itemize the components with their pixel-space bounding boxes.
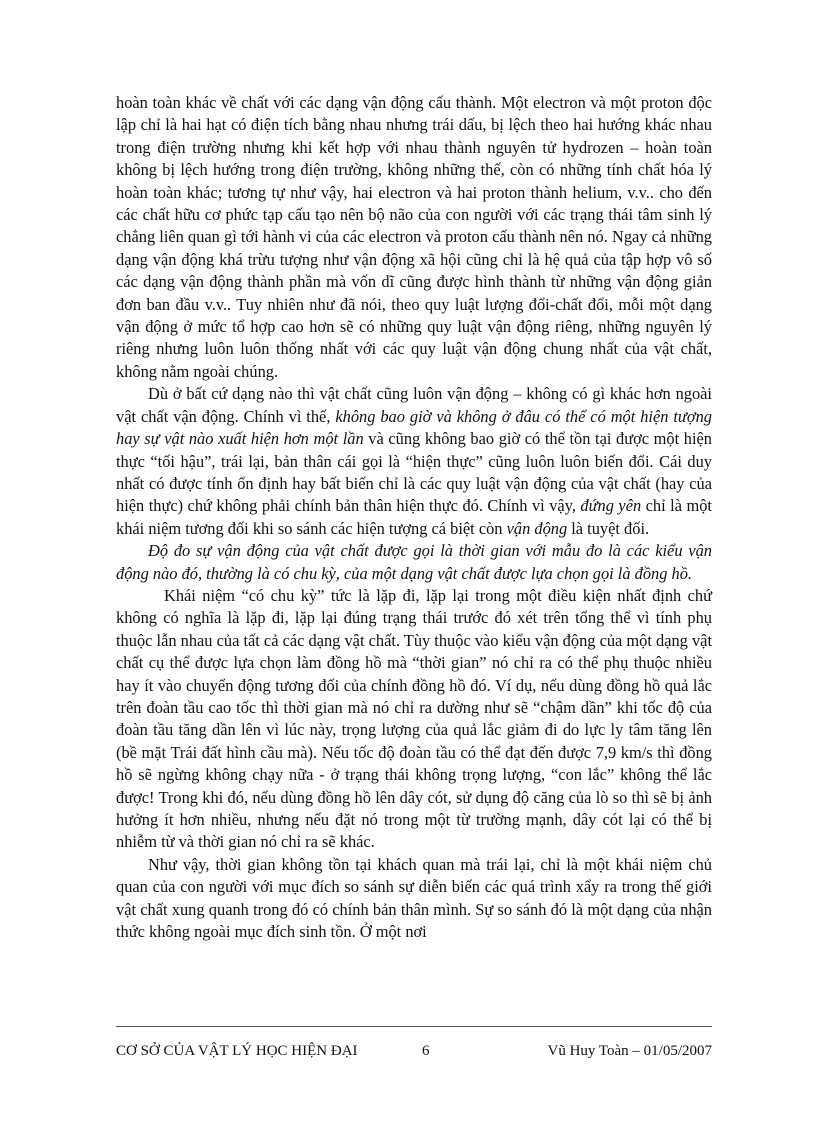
paragraph-3-definition <box>116 540 712 585</box>
footer-divider <box>116 1026 712 1027</box>
body-text <box>116 92 712 943</box>
text-run: là tuyệt đối. <box>567 518 650 538</box>
text-run: hoàn toàn khác về chất với các dạng vận động cấu thành. Một electron và một proton độc lập chỉ là hai hạt có điện tích bằng nhau nhưng trái dấu, bị lệch theo hai hướng khác nhau trong điện trường nhưng khi kết hợp với nhau thành nguyên tử hydrozen – hoàn toàn không bị lệch hướng trong điện trường, không những thế, còn có những tính chất hóa lý hoàn toàn khác; tương tự như vậy, hai electron và hai proton thành helium, v.v.. cho đến các chất hữu cơ phức tạp cấu tạo nên bộ não của con người với các trạng thái tâm sinh lý chẳng liên quan gì tới hành vi của các electron và proton cấu thành nên nó. Ngay cả những dạng vận động khá trừu tượng như vận động xã hội cũng chỉ là hệ quả của tập hợp vô số các dạng vận động thành phần mà vốn dĩ cũng được hình thành từ những vận động giản đơn ban đầu v.v.. Tuy nhiên như đã nói, theo quy luật lượng đổi-chất đổi, mỗi một dạng vận động ở mức tổ hợp cao hơn sẽ có những quy luật vận động riêng, những nguyên lý riêng nhưng luôn luôn thống nhất với các quy luật vận động chung nhất của vật chất, không nằm ngoài chúng. <box>116 93 712 381</box>
footer-author-date: Vũ Huy Toàn – 01/05/2007 <box>547 1043 712 1059</box>
paragraph-4 <box>116 585 712 854</box>
text-run: và cũng không bao giờ có thể tồn tại được một hiện thực “tối hậu”, trái lại, bản thân cái gọi là “hiện thực” cũng luôn luôn biến đổi. Cái duy nhất có được tính ổn định hay bất biến chỉ là các quy luật vận động của vật chất (hay của hiện thực) chứ không phải chính bản thân hiện thực đó. Chính vì vậy, <box>116 429 712 516</box>
text-run: chỉ là một khái niệm tương đối khi so sánh các hiện tượng cá biệt còn <box>116 496 712 538</box>
italic-text-run: đứng yên <box>580 496 642 516</box>
italic-text-run: vận động <box>506 518 568 538</box>
text-run: Như vậy, thời gian không tồn tại khách quan mà trái lại, chỉ là một khái niệm chủ quan của con người với mục đích so sánh sự diễn biến các quá trình xẩy ra trong thế giới vật chất xung quanh trong đó có chính bản thân mình. Sự so sánh đó là một dạng của nhận thức không ngoài mục đích sinh tồn. Ở một nơi <box>116 854 712 942</box>
footer-page-number: 6 <box>422 1043 430 1059</box>
paragraph-5 <box>116 854 712 944</box>
italic-text-run: không bao giờ và không ở đâu có thể có một hiện tượng hay sự vật nào xuất hiện hơn một lần <box>116 406 713 449</box>
footer-book-title: CƠ SỞ CỦA VẬT LÝ HỌC HIỆN ĐẠI <box>116 1043 358 1059</box>
text-run: Khái niệm “có chu kỳ” tức là lặp đi, lặp lại trong một điều kiện nhất định chứ không có nghĩa là lặp đi, lặp lại đúng trạng thái trước đó xét trên tổng thể vì tính phụ thuộc lẫn nhau của tất cả các dạng vật chất. Tùy thuộc vào kiểu vận động của một dạng vật chất cụ thể được lựa chọn làm đồng hồ mà “thời gian” nó chỉ ra có thể phụ thuộc nhiều hay ít vào chuyển động tương đối của chính đồng hồ đó. Ví dụ, nếu dùng đồng hồ quả lắc trên đoàn tầu cao tốc thì thời gian mà nó chỉ ra dường như sẽ “chậm dần” khi tốc độ của đoàn tầu tăng dần lên vì lúc này, trọng lượng của quả lắc giảm đi do lực ly tâm tăng lên (bề mặt Trái đất hình cầu mà). Nếu tốc độ đoàn tầu có thể đạt đến được 7,9 km/s thì đồng hồ sẽ ngừng không chạy nữa - ở trạng thái không trọng lượng, “con lắc” không thể lắc được! Trong khi đó, nếu dùng đồng hồ lên dây cót, sử dụng độ căng của lò so thì sẽ bị ảnh hưởng ít hơn nhiều, nhưng nếu đặt nó trong một từ trường mạnh, dây cót lại có thể bị nhiễm từ và thời gian nó chỉ ra sẽ khác. <box>116 585 712 852</box>
paragraph-2 <box>116 383 712 540</box>
paragraph-1 <box>116 92 712 383</box>
italic-text-run: Độ đo sự vận động của vật chất được gọi là thời gian với mẫu đo là các kiểu vận động nào đó, thường là có chu kỳ, của một dạng vật chất được lựa chọn gọi là đồng hồ. <box>116 541 712 583</box>
text-run: Dù ở bất cứ dạng nào thì vật chất cũng luôn vận động – không có gì khác hơn ngoài vật chất vận động. Chính vì thế, <box>116 384 712 426</box>
page-footer <box>116 1041 712 1061</box>
